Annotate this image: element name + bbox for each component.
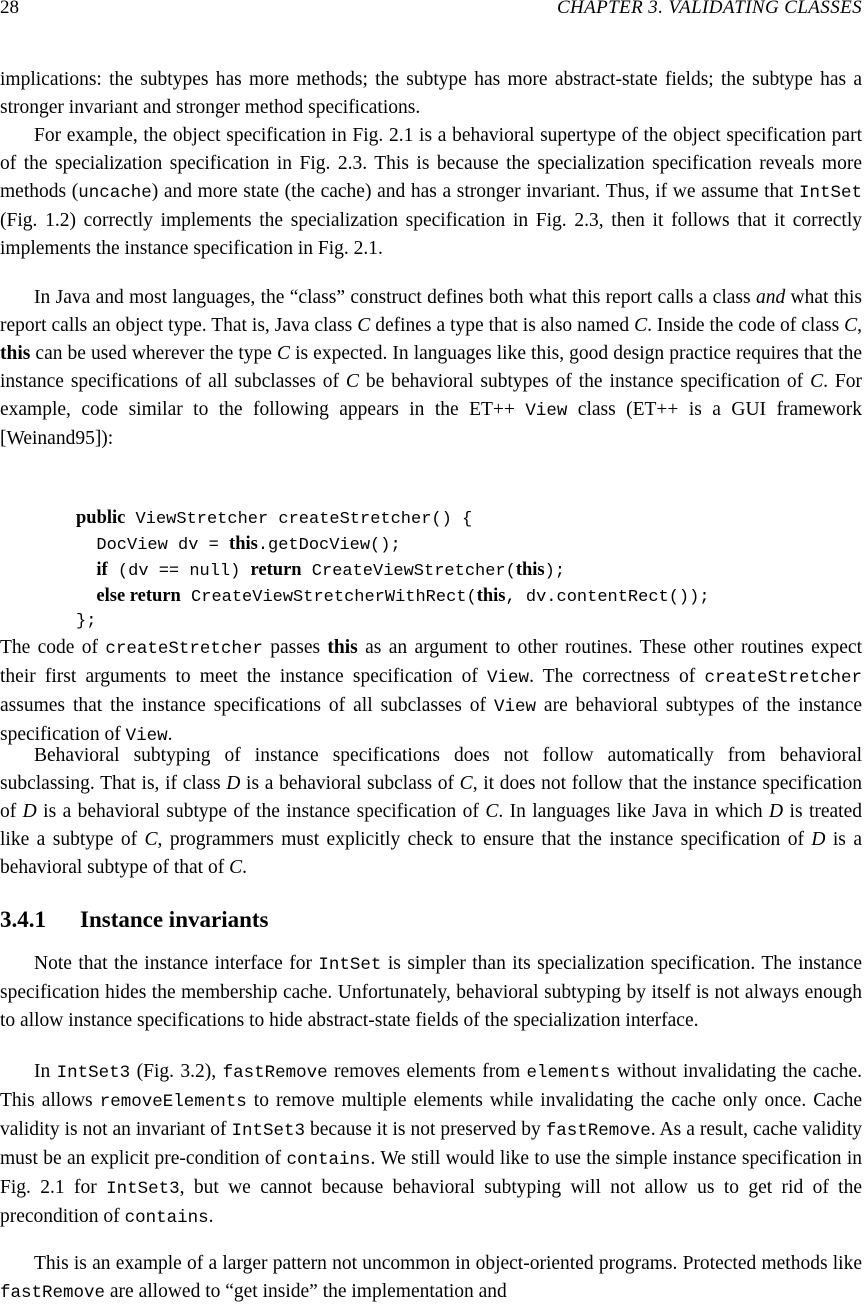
paragraph-instance-interface: Note that the instance interface for IntSet is simpler than its specialization specification. The instance specification hides the membership cache. Unfortunately, behavioral subtyping by itself is not always enough to allow instance specifications to hide abstract-state fields of the specialization interface. <box>0 953 862 1031</box>
paragraph-implications: implications: the subtypes has more methods; the subtype has more abstract-state fields; the subtype has a stronger invariant and stronger method specifications. <box>0 69 862 118</box>
paragraph-behavioral-subtyping: Behavioral subtyping of instance specifications does not follow automatically from behavioral subclassing. That is, if class D is a behavioral subclass of C, it does not follow that the instance specification of D is a behavioral subtype of the instance specification of C. In languages like Java in which D is treated like a subtype of C, programmers must explicitly check to ensure that the instance specification of D is a behavioral subtype of that of C. <box>0 745 863 878</box>
paragraph-intset3: In IntSet3 (Fig. 3.2), fastRemove removes elements from elements without invalidating the cache. This allows removeElements to remove multiple elements while invalidating the cache only once. Cache validity is not an invariant of IntSet3 because it is not preserved by fastRemove. As a result, cache validity must be an explicit pre-condition of contains. We still would like to use the simple instance specification in Fig. 2.1 for IntSet3, but we cannot because behavioral subtyping will not allow us to get rid of the precondition of contains. <box>0 1061 863 1228</box>
code-uncache: uncache <box>78 183 152 203</box>
paragraph-java-class: In Java and most languages, the “class” construct defines both what this report calls a class and what this report calls an object type. That is, Java class C defines a type that is also named C. Inside the code of class C, this can be used wherever the type C is expected. In languages like this, good design practice requires that the instance specifications of all subclasses of C be behavioral subtypes of the instance specification of C. For example, code similar to the following appears in the ET++ View class (ET++ is a GUI framework [Weinand95]): <box>0 287 863 449</box>
code-intset: IntSet <box>798 183 862 203</box>
page-number: 28 <box>0 0 19 18</box>
section-title: Instance invariants <box>80 907 269 932</box>
paragraph-example-supertype: For example, the object specification in Fig. 2.1 is a behavioral supertype of the object specification part of the specialization specification in Fig. 2.3. This is because the specialization specification reveals more methods (uncache) and more state (the cache) and has a stronger invariant. Thus, if we assume that IntSet (Fig. 1.2) correctly implements the specialization specification in Fig. 2.3, then it follows that it correctly implements the instance specification in Fig. 2.1. <box>0 125 862 259</box>
running-header <box>0 0 862 22</box>
paragraph-larger-pattern: This is an example of a larger pattern not uncommon in object-oriented programs. Protected methods like fastRemove are allowed to “get inside” the implementation and <box>0 1253 862 1303</box>
section-heading <box>0 904 862 936</box>
paragraph-createstretcher: The code of createStretcher passes this as an argument to other routines. These other routines expect their first arguments to meet the instance specification of View. The correctness of createStretcher assumes that the instance specifications of all subclasses of View are behavioral subtypes of the instance specification of View. <box>0 637 862 746</box>
code-view: View <box>525 401 568 421</box>
code-listing: public ViewStretcher createStretcher() { DocView dv = this.getDocView(); if (dv == null) return CreateViewStretcher(this); else return CreateViewStretcherWithRect(this, dv.contentRect()); }; <box>76 508 710 631</box>
section-number: 3.4.1 <box>0 907 46 932</box>
chapter-title: CHAPTER 3. VALIDATING CLASSES <box>556 0 862 18</box>
